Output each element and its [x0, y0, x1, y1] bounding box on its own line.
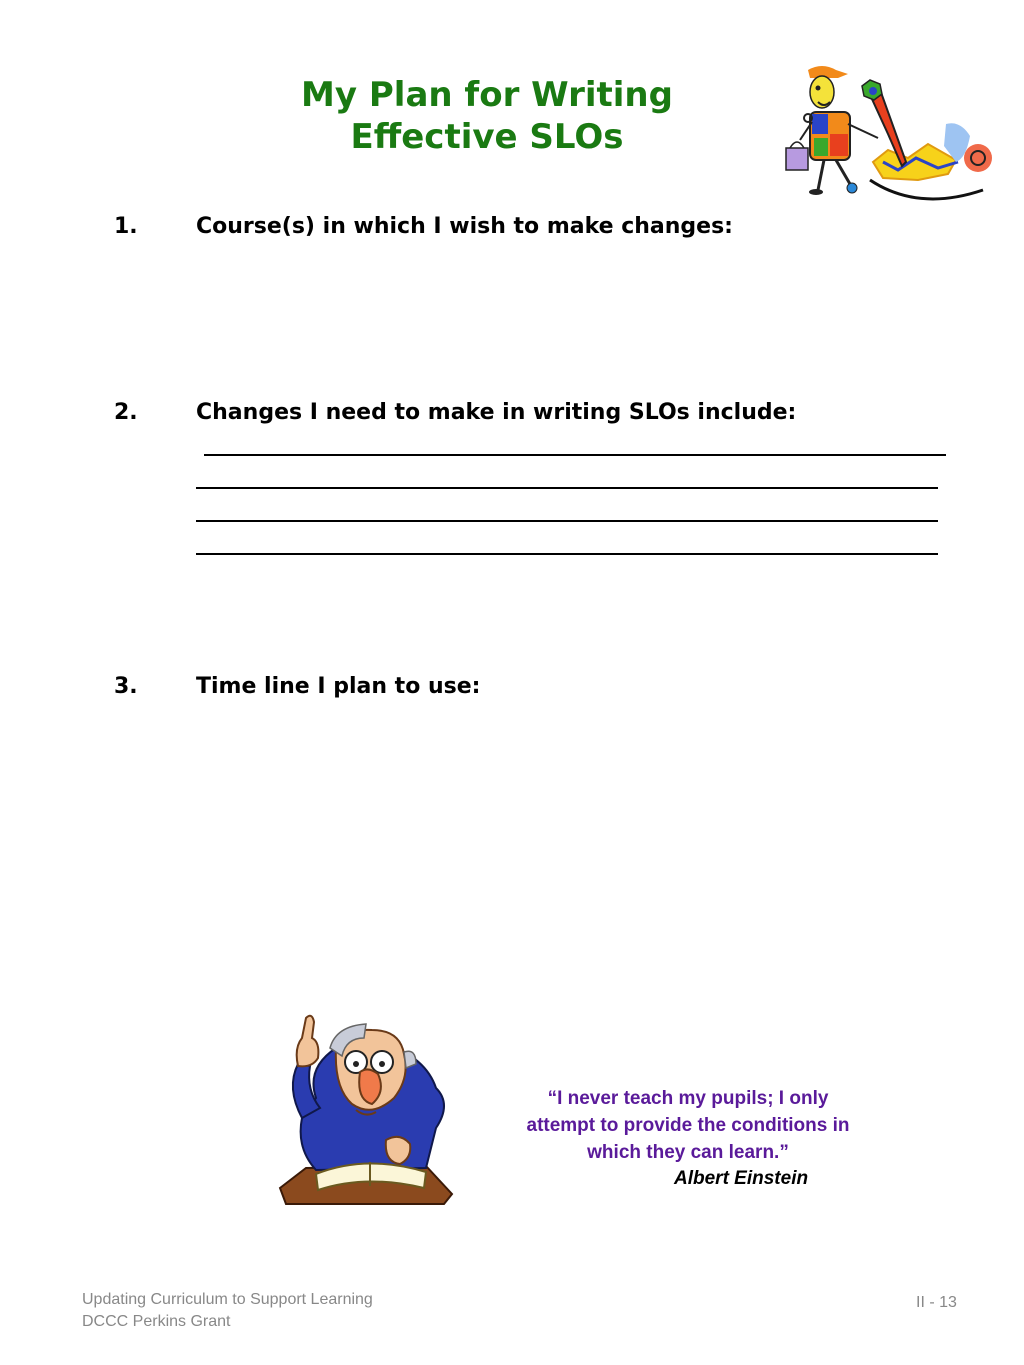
item-1-label: Course(s) in which I wish to make changes:	[196, 214, 733, 239]
quote-line-1: “I never teach my pupils; I only	[547, 1088, 829, 1109]
quote-line-2: attempt to provide the conditions in	[526, 1115, 850, 1136]
footer-line-1: Updating Curriculum to Support Learning	[82, 1291, 373, 1308]
item-2-number: 2.	[114, 400, 138, 425]
footer-left	[82, 1289, 373, 1333]
item-3-label: Time line I plan to use:	[196, 674, 481, 699]
item-2-label: Changes I need to make in writing SLOs include:	[196, 400, 797, 425]
page-title	[250, 74, 724, 158]
title-line-2: Effective SLOs	[350, 117, 624, 157]
title-line-1: My Plan for Writing	[301, 75, 673, 115]
quote-author: Albert Einstein	[674, 1168, 809, 1189]
answer-line[interactable]	[196, 520, 938, 522]
footer-line-2: DCCC Perkins Grant	[82, 1313, 231, 1330]
quote-line-3: which they can learn.”	[587, 1142, 789, 1163]
answer-line[interactable]	[204, 454, 946, 456]
answer-line[interactable]	[196, 553, 938, 555]
einstein-quote	[500, 1085, 876, 1166]
answer-line[interactable]	[196, 487, 938, 489]
artist-clipart-icon	[778, 62, 1000, 204]
professor-clipart-icon	[276, 1008, 460, 1208]
page-number: II - 13	[916, 1294, 957, 1311]
item-1-number: 1.	[114, 214, 138, 239]
item-3-number: 3.	[114, 674, 138, 699]
